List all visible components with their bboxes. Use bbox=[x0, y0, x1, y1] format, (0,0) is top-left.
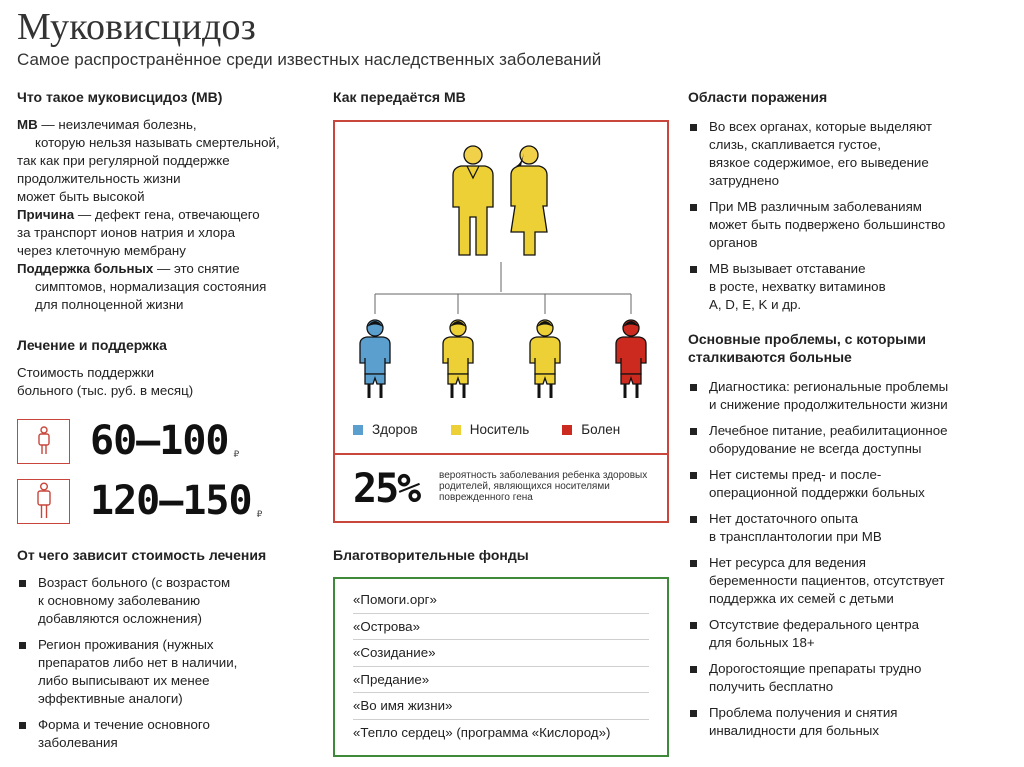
child-person-icon bbox=[17, 419, 70, 464]
problem-item-line: операционной поддержки больных bbox=[709, 485, 925, 500]
legend-label: Здоров bbox=[372, 422, 418, 437]
legend-item bbox=[451, 422, 530, 437]
problem-item bbox=[688, 660, 1008, 696]
cost-factor-item-line: Форма и течение основного bbox=[38, 717, 210, 732]
problem-item bbox=[688, 510, 1008, 546]
cause-definition-line: через клеточную мембрану bbox=[17, 243, 186, 258]
problems-list bbox=[688, 378, 1008, 740]
cost-factors-heading: От чего зависит стоимость лечения bbox=[17, 547, 267, 563]
legend-label: Болен bbox=[581, 422, 621, 437]
adult-cost-value: 120–150 bbox=[90, 478, 252, 524]
cost-factor-item-line: эффективные аналоги) bbox=[38, 691, 183, 706]
page-title: Муковисцидоз bbox=[17, 6, 256, 48]
affected-item-line: затруднено bbox=[709, 173, 779, 188]
funds-heading: Благотворительные фонды bbox=[333, 547, 529, 563]
page-subtitle: Самое распространённое среди известных наследственных заболеваний bbox=[17, 50, 602, 69]
problems-heading-line: сталкиваются больные bbox=[688, 349, 852, 365]
family-tree-diagram bbox=[335, 122, 667, 412]
left-column bbox=[17, 88, 317, 400]
affected-item-line: При МВ различным заболеваниям bbox=[709, 199, 922, 214]
mv-definition: — неизлечимая болезнь, bbox=[37, 117, 197, 132]
problem-item-line: Лечебное питание, реабилитационное bbox=[709, 423, 948, 438]
problem-item-line: Дорогостоящие препараты трудно bbox=[709, 661, 922, 676]
mv-term: МВ bbox=[17, 117, 38, 132]
problem-item bbox=[688, 466, 1008, 502]
cost-factor-item-line: препаратов либо нет в наличии, bbox=[38, 655, 238, 670]
mv-definition-line: так как при регулярной поддержке bbox=[17, 153, 230, 168]
middle-column bbox=[333, 88, 673, 106]
family-tree-lines bbox=[375, 262, 631, 314]
cause-term: Причина bbox=[17, 207, 75, 222]
affected-item bbox=[688, 118, 1008, 190]
fund-item: «Тепло сердец» (программа «Кислород») bbox=[353, 724, 611, 740]
transmission-heading: Как передаётся МВ bbox=[333, 89, 466, 105]
father-icon bbox=[453, 146, 493, 255]
problem-item-line: инвалидности для больных bbox=[709, 723, 879, 738]
problem-item-line: беременности пациентов, отсутствует bbox=[709, 573, 945, 588]
problem-item-line: оборудование не всегда доступны bbox=[709, 441, 922, 456]
healthy-child-icon bbox=[360, 320, 390, 398]
affected-item bbox=[688, 198, 1008, 252]
fund-item: «Острова» bbox=[353, 614, 649, 641]
fund-item: «Созидание» bbox=[353, 640, 649, 667]
cost-factor-item bbox=[17, 716, 317, 752]
cost-factor-item bbox=[17, 636, 317, 708]
affected-item-line: МВ вызывает отставание bbox=[709, 261, 866, 276]
problem-item-line: Проблема получения и снятия bbox=[709, 705, 898, 720]
cost-factor-item-line: Регион проживания (нужных bbox=[38, 637, 214, 652]
problem-item-line: в трансплантологии при МВ bbox=[709, 529, 882, 544]
cost-caption-line: больного (тыс. руб. в месяц) bbox=[17, 383, 194, 398]
legend bbox=[353, 422, 653, 437]
funds-list bbox=[333, 577, 669, 757]
mv-definition-line: продолжительность жизни bbox=[17, 171, 181, 186]
sick-child-icon bbox=[616, 320, 646, 398]
children-icons bbox=[360, 320, 646, 398]
treatment-heading: Лечение и поддержка bbox=[17, 337, 167, 353]
cost-factor-item-line: Возраст больного (с возрастом bbox=[38, 575, 231, 590]
cause-definition: — дефект гена, отвечающего bbox=[74, 207, 260, 222]
problems-heading-line: Основные проблемы, с которыми bbox=[688, 331, 927, 347]
problem-item-line: получить бесплатно bbox=[709, 679, 834, 694]
fund-item: «Помоги.орг» bbox=[353, 587, 649, 614]
legend-label: Носитель bbox=[469, 422, 530, 437]
cost-caption-line: Стоимость поддержки bbox=[17, 365, 155, 380]
support-definition-line: для полноценной жизни bbox=[35, 297, 184, 312]
adult-cost-row bbox=[17, 478, 262, 524]
legend-swatch bbox=[353, 425, 363, 435]
affected-item-line: вязкое содержимое, его выведение bbox=[709, 155, 929, 170]
right-column bbox=[688, 88, 1008, 748]
affected-list bbox=[688, 118, 1008, 314]
mv-definition-line: которую нельзя называть смертельной, bbox=[35, 135, 280, 150]
legend-item bbox=[562, 422, 620, 437]
child-cost-value: 60–100 bbox=[90, 418, 229, 464]
problems-heading bbox=[688, 330, 1008, 366]
mother-icon bbox=[511, 146, 547, 255]
problem-item-line: Нет ресурса для ведения bbox=[709, 555, 866, 570]
cost-factor-item-line: заболевания bbox=[38, 735, 118, 750]
problem-item-line: Нет достаточного опыта bbox=[709, 511, 859, 526]
affected-item-line: A, D, E, K и др. bbox=[709, 297, 802, 312]
child-cost-row bbox=[17, 418, 239, 464]
cost-factor-item-line: либо выписывают их менее bbox=[38, 673, 210, 688]
problem-item bbox=[688, 378, 1008, 414]
carrier-child-icon bbox=[443, 320, 473, 398]
problem-item bbox=[688, 422, 1008, 458]
problem-item bbox=[688, 554, 1008, 608]
carrier-child-icon bbox=[530, 320, 560, 398]
funds-section bbox=[333, 546, 529, 564]
cost-caption bbox=[17, 364, 317, 400]
support-term: Поддержка больных bbox=[17, 261, 154, 276]
affected-heading: Области поражения bbox=[688, 89, 828, 105]
cost-factors-list bbox=[17, 574, 317, 752]
problem-item-line: поддержка их семей с детьми bbox=[709, 591, 894, 606]
cost-factor-item bbox=[17, 574, 317, 628]
problem-item bbox=[688, 616, 1008, 652]
probability-value: 25% bbox=[353, 466, 420, 512]
definitions bbox=[17, 116, 317, 314]
probability-description: вероятность заболевания ребенка здоровых родителей, являющихся носителями поврежденного гена bbox=[439, 470, 648, 503]
adult-person-icon bbox=[17, 479, 70, 524]
mv-definition-line: может быть высокой bbox=[17, 189, 145, 204]
problem-item-line: Отсутствие федерального центра bbox=[709, 617, 919, 632]
cost-factor-item-line: к основному заболеванию bbox=[38, 593, 201, 608]
fund-item: «Предание» bbox=[353, 667, 649, 694]
problem-item-line: Нет системы пред- и после- bbox=[709, 467, 882, 482]
divider bbox=[335, 453, 667, 455]
affected-item-line: слизь, скапливается густое, bbox=[709, 137, 881, 152]
problem-item-line: для больных 18+ bbox=[709, 635, 815, 650]
problem-item bbox=[688, 704, 1008, 740]
affected-item bbox=[688, 260, 1008, 314]
support-definition: — это снятие bbox=[153, 261, 240, 276]
legend-item bbox=[353, 422, 418, 437]
affected-item-line: в росте, нехватку витаминов bbox=[709, 279, 886, 294]
currency-sign: ₽ bbox=[233, 449, 240, 459]
affected-item-line: Во всех органах, которые выделяют bbox=[709, 119, 932, 134]
fund-item: «Во имя жизни» bbox=[353, 693, 649, 720]
legend-swatch bbox=[562, 425, 572, 435]
cost-factor-item-line: добавляются осложнения) bbox=[38, 611, 202, 626]
support-definition-line: симптомов, нормализация состояния bbox=[35, 279, 267, 294]
currency-sign: ₽ bbox=[256, 509, 263, 519]
cost-factors-section bbox=[17, 546, 317, 760]
cause-definition-line: за транспорт ионов натрия и хлора bbox=[17, 225, 235, 240]
problem-item-line: Диагностика: региональные проблемы bbox=[709, 379, 949, 394]
transmission-panel bbox=[333, 120, 669, 523]
problem-item-line: и снижение продолжительности жизни bbox=[709, 397, 948, 412]
legend-swatch bbox=[451, 425, 461, 435]
what-is-heading: Что такое муковисцидоз (МВ) bbox=[17, 89, 223, 105]
affected-item-line: органов bbox=[709, 235, 758, 250]
affected-item-line: может быть подвержено большинство bbox=[709, 217, 946, 232]
